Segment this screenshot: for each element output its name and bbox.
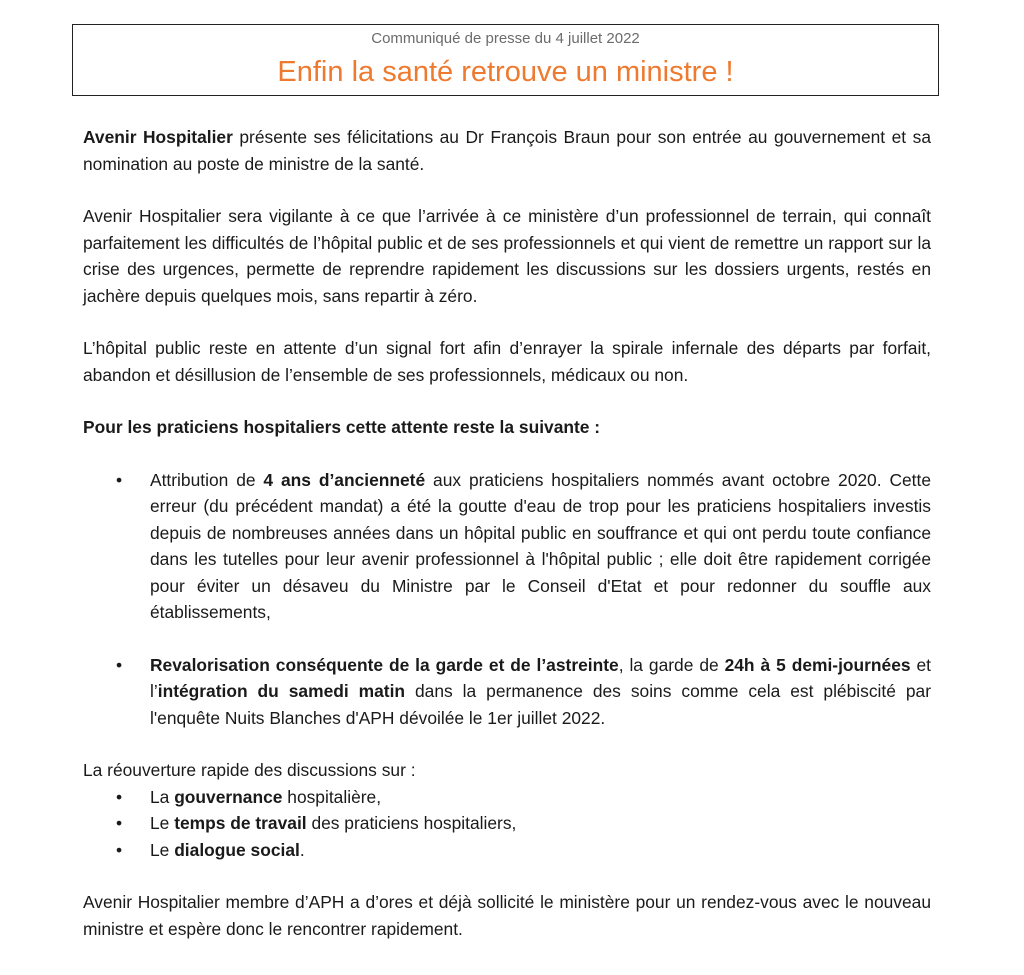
page-title: Enfin la santé retrouve un ministre !	[277, 56, 734, 88]
paragraph-vigilance: Avenir Hospitalier sera vigilante à ce que l’arrivée à ce ministère d’un professionnel de terrain, qui connaît parfaitement les difficultés de l’hôpital public et de ses professionnels et qui vient de remettre un rapport sur la crise des urgences, permette de reprendre rapidement les discussions sur les dossiers urgents, restés en jachère depuis quelques mois, sans repartir à zéro.	[83, 206, 931, 306]
paragraph-expectations-heading: Pour les praticiens hospitaliers cette attente reste la suivante :	[83, 417, 601, 437]
document-body	[83, 124, 931, 942]
list-item: • Le temps de travail des praticiens hospitaliers,	[83, 810, 931, 837]
list-item: • La gouvernance hospitalière,	[83, 784, 931, 811]
bullet-icon: •	[116, 839, 123, 860]
paragraph-closing: Avenir Hospitalier membre d’APH a d’ores et déjà sollicité le ministère pour un rendez-vous avec le nouveau ministre et espère donc le rencontrer rapidement.	[83, 892, 931, 939]
paragraph-text: présente ses félicitations au Dr François Braun pour son entrée au gouvernement et sa nomination au poste de ministre de la santé.	[83, 127, 931, 174]
bullet-icon: •	[116, 813, 123, 833]
paragraph-congratulations	[83, 124, 931, 177]
press-release-date: Communiqué de presse du 4 juillet 2022	[371, 30, 640, 47]
list-item: • Revalorisation conséquente de la garde et de l’astreinte, la garde de 24h à 5 demi-journées et l’intégration du samedi matin dans la permanence des soins comme cela est plébiscité par l'enquête Nuits Blanches d'APH dévoilée le 1er juillet 2022.	[83, 652, 931, 732]
press-release-header	[72, 24, 939, 96]
list-item: • Attribution de 4 ans d’ancienneté aux praticiens hospitaliers nommés avant octobre 2020. Cette erreur (du précédent mandat) a été la goutte d'eau de trop pour les praticiens hospitaliers investis depuis de nombreuses années dans un hôpital public en souffrance et qui ont perdu toute confiance dans les tutelles pour leur avenir professionnel à l'hôpital public ; elle doit être rapidement corrigée pour éviter un désaveu du Ministre par le Conseil d'Etat et pour redonner du souffle aux établissements,	[83, 467, 931, 626]
paragraph-signal: L’hôpital public reste en attente d’un signal fort afin d’enrayer la spirale infernale des départs par forfait, abandon et désillusion de l’ensemble de ses professionnels, médicaux ou non.	[83, 338, 931, 385]
list-item: • Le dialogue social.	[83, 837, 931, 864]
expectations-list	[83, 467, 931, 732]
paragraph-reopening-intro: La réouverture rapide des discussions sur :	[83, 760, 416, 780]
bullet-icon: •	[116, 786, 123, 807]
reopening-list	[83, 784, 931, 864]
bullet-icon: •	[116, 469, 123, 490]
bullet-icon: •	[116, 654, 123, 675]
organization-name: Avenir Hospitalier	[83, 127, 233, 147]
